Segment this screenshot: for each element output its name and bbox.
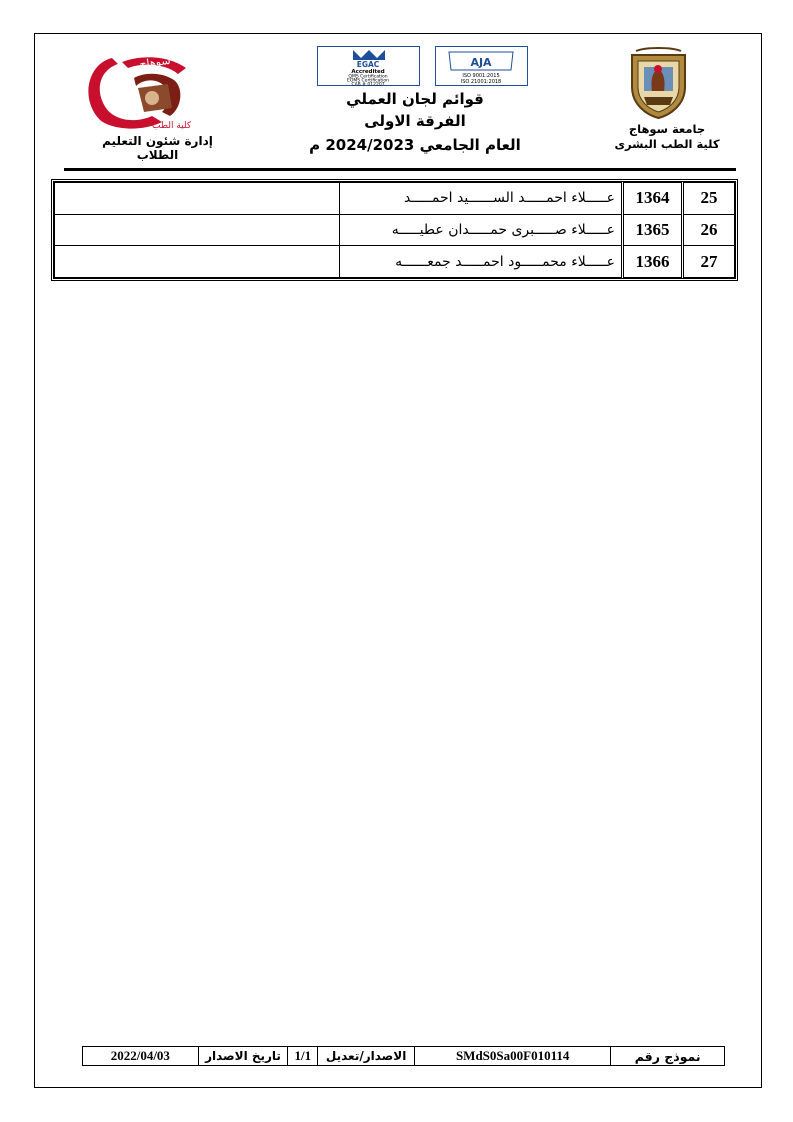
version-value: 1/1 — [287, 1047, 317, 1065]
svg-text:EOMS Certification: EOMS Certification — [346, 78, 390, 84]
seat-number: 1366 — [623, 246, 683, 278]
seat-number: 1365 — [623, 214, 683, 246]
certification-logos — [317, 46, 529, 86]
header-divider — [64, 168, 736, 171]
title-academic-year: العام الجامعي 2024/2023 م — [309, 136, 521, 154]
version-label: الاصدار/تعديل — [317, 1047, 414, 1065]
row-number: 25 — [683, 183, 735, 215]
row-number: 26 — [683, 214, 735, 246]
svg-text:Accredited: Accredited — [351, 69, 385, 75]
student-name: عـــــلاء محمـــــود احمـــــد جمعــــــه — [340, 246, 623, 278]
faculty-name: كلية الطب البشرى — [614, 137, 720, 151]
row-number: 27 — [683, 246, 735, 278]
svg-text:جامعة سوهاج: جامعة سوهاج — [138, 50, 200, 71]
student-name: عـــــلاء صـــــبرى حمـــــدان عطيـــــه — [340, 214, 623, 246]
svg-text:كلية الطب: كلية الطب — [152, 121, 192, 130]
issue-date-value: 2022/04/03 — [110, 1048, 170, 1063]
table-row — [55, 246, 735, 278]
form-number-value: SMdS0Sa00F010114 — [414, 1047, 610, 1065]
university-name: جامعة سوهاج — [628, 122, 706, 136]
student-table — [51, 179, 738, 281]
faculty-emblem-icon — [626, 47, 691, 119]
seat-number: 1364 — [623, 183, 683, 215]
department-label: إدارة شئون التعليم الطلاب — [102, 134, 213, 162]
svg-text:CAB # 012207: CAB # 012207 — [351, 82, 385, 86]
svg-text:ISO 21001:2018: ISO 21001:2018 — [460, 79, 502, 85]
table-row — [55, 183, 735, 215]
student-name: عـــــلاء احمـــــد الســــــيد احمـــــد — [340, 183, 623, 215]
sohag-university-logo-icon — [82, 50, 200, 130]
issue-date-label: تاريخ الاصدار — [198, 1047, 288, 1065]
form-footer — [82, 1046, 725, 1066]
svg-text:AJA: AJA — [470, 56, 492, 69]
title-committees: قوائم لجان العملي — [346, 90, 484, 108]
notes-cell — [55, 246, 340, 278]
notes-cell — [55, 214, 340, 246]
svg-text:QMS Certification: QMS Certification — [348, 74, 388, 80]
table-row — [55, 214, 735, 246]
cert-egac-text: EGAC — [356, 60, 380, 69]
svg-text:ISO 9001:2015: ISO 9001:2015 — [462, 73, 500, 79]
form-number-label: نموذج رقم — [610, 1047, 724, 1065]
title-year-group: الفرقة الاولى — [364, 112, 466, 130]
notes-cell — [55, 183, 340, 215]
document-title — [300, 88, 530, 158]
university-block — [612, 122, 722, 152]
